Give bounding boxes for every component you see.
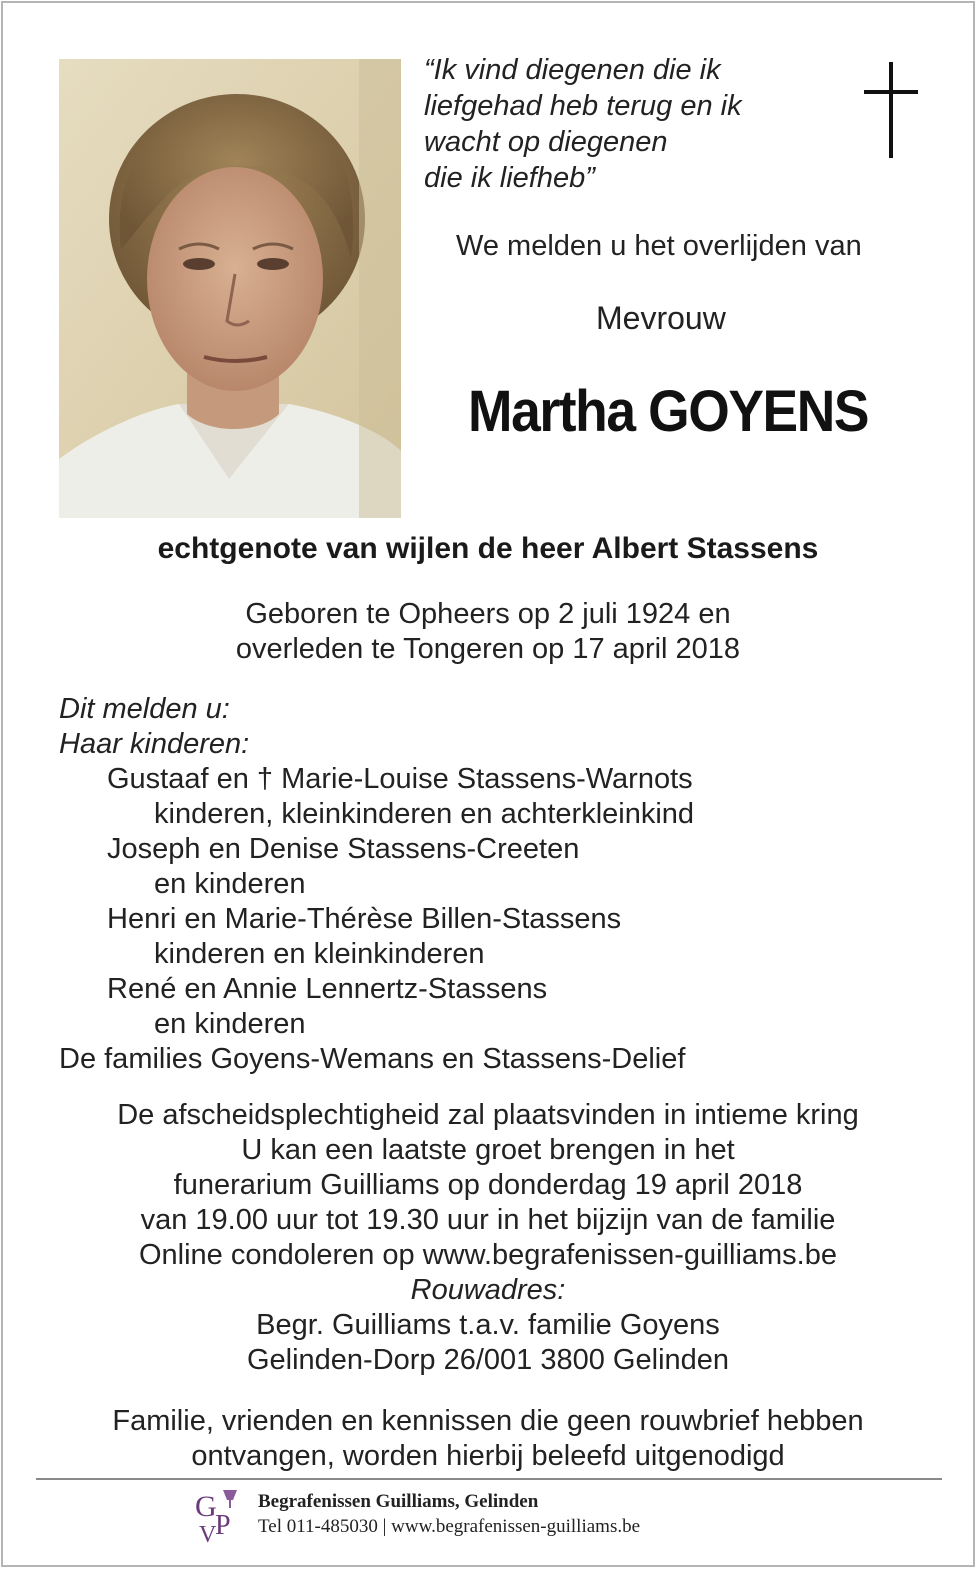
announcement-text: We melden u het overlijden van xyxy=(456,230,862,262)
portrait-photo xyxy=(59,59,401,518)
child-names: Joseph en Denise Stassens-Creeten xyxy=(107,833,580,865)
funeral-home-contact: Tel 011-485030 | www.begrafenissen-guilliams.be xyxy=(258,1516,641,1537)
child-descendants: kinderen, kleinkinderen en achterkleinkind xyxy=(154,798,695,830)
ceremony-line: van 19.00 uur tot 19.30 uur in het bijzijn van de familie xyxy=(140,1204,836,1236)
funeral-home-logo xyxy=(193,1486,249,1551)
family-intro: Dit melden u: xyxy=(59,693,230,725)
invitation-line: ontvangen, worden hierbij beleefd uitgenodigd xyxy=(191,1440,785,1472)
invitation-line: Familie, vrienden en kennissen die geen rouwbrief hebben xyxy=(112,1405,864,1437)
honorific: Mevrouw xyxy=(596,300,726,336)
spouse-line: echtgenote van wijlen de heer Albert Stassens xyxy=(157,532,819,565)
death-line: overleden te Tongeren op 17 april 2018 xyxy=(235,633,741,665)
ceremony-info xyxy=(0,1098,976,1378)
ceremony-line: funerarium Guilliams op donderdag 19 april 2018 xyxy=(173,1169,803,1201)
children-heading: Haar kinderen: xyxy=(59,728,250,760)
address-heading: Rouwadres: xyxy=(410,1274,566,1306)
address-line: Gelinden-Dorp 26/001 3800 Gelinden xyxy=(246,1344,730,1376)
address-line: Begr. Guilliams t.a.v. familie Goyens xyxy=(256,1309,720,1341)
child-descendants: en kinderen xyxy=(154,1008,306,1040)
child-descendants: en kinderen xyxy=(154,868,306,900)
family-list xyxy=(59,692,694,1077)
cross-icon xyxy=(861,60,921,165)
invitation-text xyxy=(0,1404,976,1474)
birth-death-info xyxy=(0,597,976,667)
deceased-name: Martha GOYENS xyxy=(468,379,869,444)
child-descendants: kinderen en kleinkinderen xyxy=(154,938,485,970)
funeral-home-name: Begrafenissen Guilliams, Gelinden xyxy=(258,1491,539,1512)
child-names: René en Annie Lennertz-Stassens xyxy=(107,973,548,1005)
birth-line: Geboren te Opheers op 2 juli 1924 en xyxy=(245,598,731,630)
svg-text:G: G xyxy=(195,1490,217,1523)
memorial-quote: “Ik vind diegenen die ik liefgehad heb terug en ik wacht op diegenen die ik liefheb” xyxy=(424,54,742,194)
ceremony-line: De afscheidsplechtigheid zal plaatsvinden in intieme kring xyxy=(117,1099,859,1131)
child-names: Gustaaf en † Marie-Louise Stassens-Warnots xyxy=(107,763,693,795)
footer-divider xyxy=(36,1478,942,1480)
families-line: De families Goyens-Wemans en Stassens-Delief xyxy=(59,1043,686,1075)
ceremony-line: U kan een laatste groet brengen in het xyxy=(241,1134,735,1166)
child-names: Henri en Marie-Thérèse Billen-Stassens xyxy=(107,903,622,935)
svg-text:V: V xyxy=(199,1522,217,1546)
svg-text:P: P xyxy=(215,1510,231,1541)
condolence-line: Online condoleren op www.begrafenissen-guilliams.be xyxy=(138,1239,837,1271)
